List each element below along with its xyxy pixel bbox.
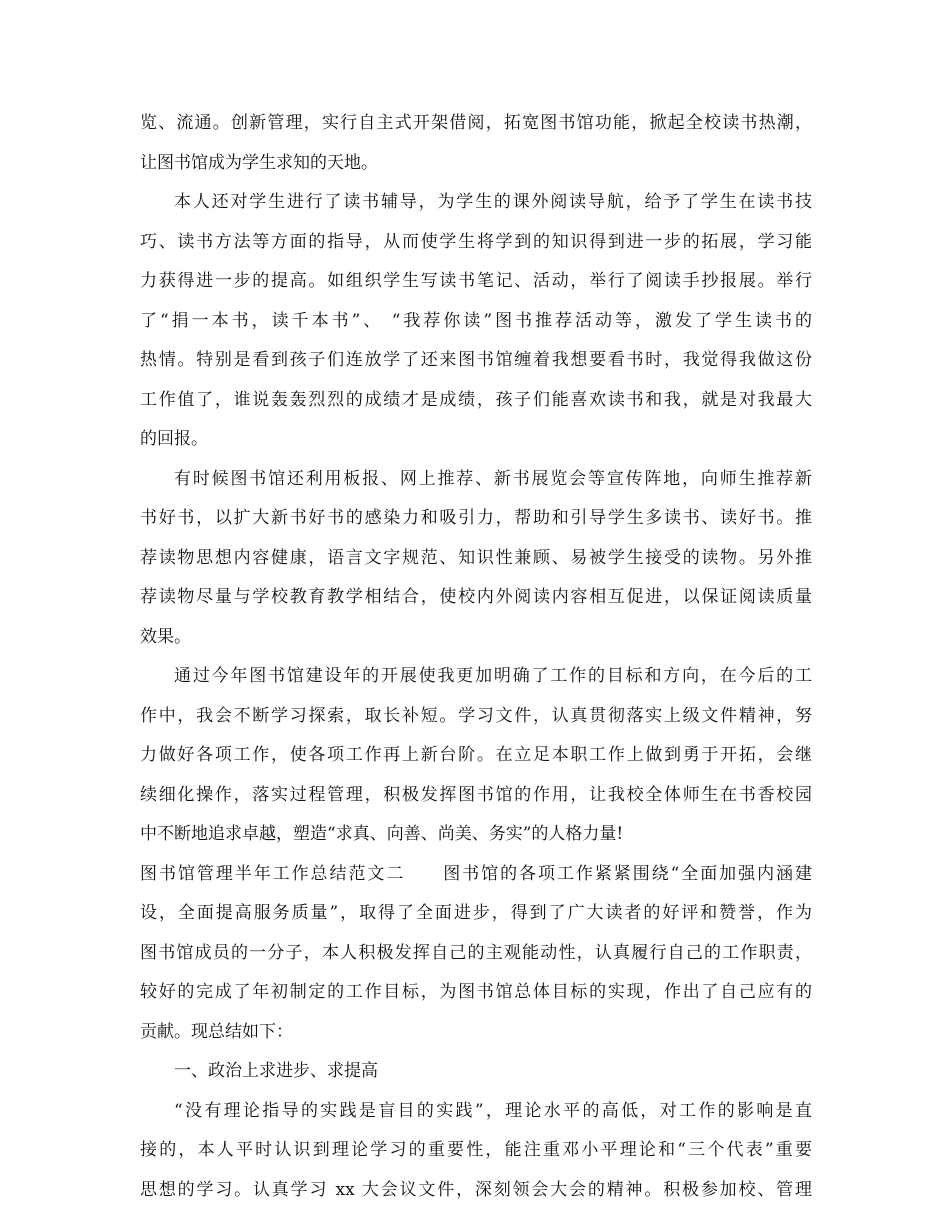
- text-line: 设，全面提高服务质量”，取得了全面进步，得到了广大读者的好评和赞誉，作为: [140, 903, 812, 923]
- text-line: 续细化操作，落实过程管理，积极发挥图书馆的作用，让我校全体师生在书香校园: [140, 785, 812, 805]
- text-line: 力获得进一步的提高。如组织学生写读书笔记、活动，举行了阅读手抄报展。举行: [140, 271, 812, 291]
- text-line: 力做好各项工作，使各项工作再上新台阶。在立足本职工作上做到勇于开拓，会继: [140, 745, 812, 765]
- text-line: 本人还对学生进行了读书辅导，为学生的课外阅读导航，给予了学生在读书技: [174, 192, 812, 212]
- text-line: 通过今年图书馆建设年的开展使我更加明确了工作的目标和方向，在今后的工: [174, 666, 812, 686]
- text-line: 图书馆管理半年工作总结范文二 图书馆的各项工作紧紧围绕“全面加强内涵建: [140, 864, 812, 884]
- text-line: 的回报。: [140, 429, 208, 449]
- text-line: 书好书，以扩大新书好书的感染力和吸引力，帮助和引导学生多读书、读好书。推: [140, 508, 812, 528]
- text-line: 工作值了，谁说轰轰烈烈的成绩才是成绩，孩子们能喜欢读书和我，就是对我最大: [140, 390, 812, 410]
- text-line: 贡献。现总结如下：: [140, 1022, 293, 1042]
- text-line: 图书馆成员的一分子，本人积极发挥自己的主观能动性，认真履行自己的工作职责，: [140, 943, 812, 963]
- text-line: 较好的完成了年初制定的工作目标，为图书馆总体目标的实现，作出了自己应有的: [140, 982, 812, 1002]
- text-line: 荐读物思想内容健康，语言文字规范、知识性兼顾、易被学生接受的读物。另外推: [140, 548, 812, 568]
- text-line: 作中，我会不断学习探索，取长补短。学习文件，认真贯彻落实上级文件精神，努: [140, 706, 812, 726]
- text-line: 有时候图书馆还利用板报、网上推荐、新书展览会等宣传阵地，向师生推荐新: [174, 469, 812, 489]
- text-line: 览、流通。创新管理，实行自主式开架借阅，拓宽图书馆功能，掀起全校读书热潮，: [140, 113, 812, 133]
- text-line: 效果。: [140, 627, 191, 647]
- text-line: 让图书馆成为学生求知的天地。: [140, 153, 378, 173]
- text-line: 荐读物尽量与学校教育教学相结合，使校内外阅读内容相互促进，以保证阅读质量: [140, 587, 812, 607]
- text-line: 接的，本人平时认识到理论学习的重要性，能注重邓小平理论和“三个代表”重要: [140, 1140, 812, 1160]
- text-line: 巧、读书方法等方面的指导，从而使学生将学到的知识得到进一步的拓展，学习能: [140, 232, 812, 252]
- text-line: 中不断地追求卓越，塑造“求真、向善、尚美、务实”的人格力量!: [140, 824, 624, 844]
- text-line: 思想的学习。认真学习 xx 大会议文件，深刻领会大会的精神。积极参加校、管理: [140, 1180, 812, 1200]
- text-line: 一、政治上求进步、求提高: [174, 1061, 378, 1081]
- text-line: 热情。特别是看到孩子们连放学了还来图书馆缠着我想要看书时，我觉得我做这份: [140, 350, 812, 370]
- text-line: “没有理论指导的实践是盲目的实践”，理论水平的高低，对工作的影响是直: [174, 1101, 812, 1121]
- text-line: 了“捐一本书，读千本书”、 “我荐你读”图书推荐活动等，激发了学生读书的: [140, 311, 812, 331]
